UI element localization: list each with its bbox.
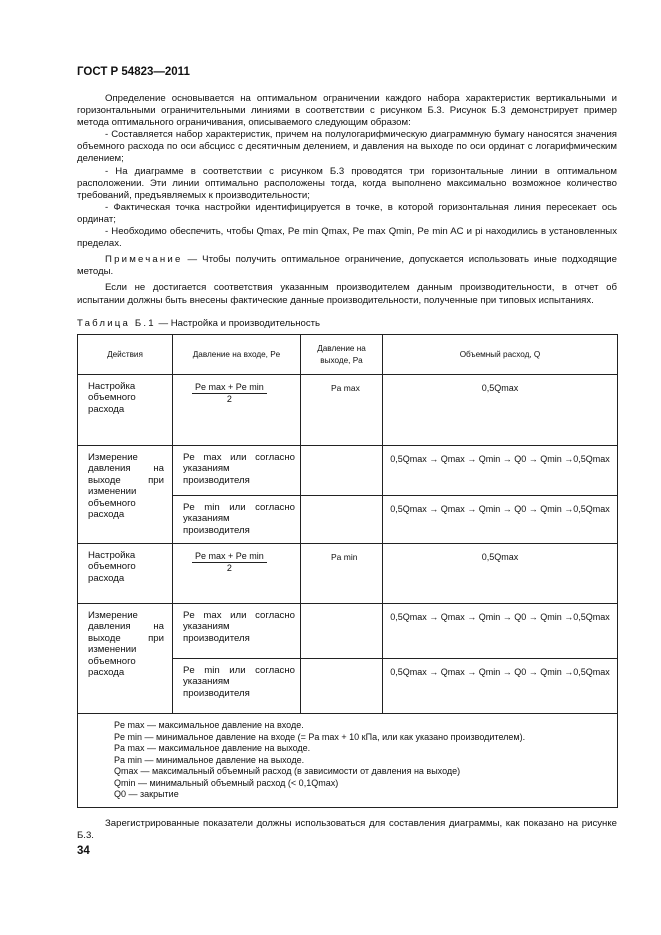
table-row [78, 375, 618, 446]
outlet-pressure-1: Pa max [301, 375, 383, 446]
table-caption-text: — Настройка и производительность [155, 318, 321, 329]
inlet-pe-min-1: Pe min или согласно указаниям производителя [173, 496, 301, 544]
legend-item: Qmax — максимальный объемный расход (в зависимости от давления на выходе) [114, 766, 461, 776]
settings-table [77, 334, 618, 808]
body-text [77, 93, 617, 307]
legend-item: Q0 — закрытие [114, 789, 179, 799]
header-inlet-pressure: Давление на входе, Pe [173, 335, 301, 375]
outlet-empty [301, 604, 383, 659]
document-header: ГОСТ Р 54823—2011 [77, 66, 190, 78]
legend-item: Pe min — минимальное давление на входе (= Pa max + 10 кПа, или как указано производителем). [114, 731, 526, 742]
legend-item: Pa min — минимальное давление на выходе. [114, 754, 305, 765]
flow-sequence-2: 0,5Qmax → Qmax → Qmin → Q0 → Qmin →0,5Qmax [383, 496, 618, 544]
fraction: $\frac{\text{Pe max + Pe min}}{2}$ [192, 551, 267, 574]
inlet-pe-max-2: Pe max или согласно указаниям производителя [173, 604, 301, 659]
header-outlet-pressure: Давление на выходе, Pa [301, 335, 383, 375]
legend-cell [78, 714, 618, 808]
table-row [78, 544, 618, 604]
table-caption [77, 318, 320, 329]
outlet-pressure-2: Pa min [301, 544, 383, 604]
flow-sequence-1: 0,5Qmax → Qmax → Qmin → Q0 → Qmin →0,5Qmax [383, 446, 618, 496]
flow-sequence-3: 0,5Qmax → Qmax → Qmin → Q0 → Qmin →0,5Qmax [383, 604, 618, 659]
flow-sequence-4: 0,5Qmax → Qmax → Qmin → Q0 → Qmin →0,5Qmax [383, 659, 618, 714]
note [77, 254, 617, 278]
legend-item: Qmin — минимальный объемный расход (< 0,1Qmax) [114, 777, 339, 788]
paragraph-step-1: - Составляется набор характеристик, причем на полулогарифмическую диаграммную бумагу наносятся значения объемного расхода по оси абсцисс с десятичным делением, и давления на выходе по оси ординат с логарифмическим делением; [77, 129, 617, 165]
legend-item: Pe max — максимальное давление на входе. [114, 720, 304, 730]
note-text: — Чтобы получить оптимальное ограничение, допускается использовать иные подходящие методы. [77, 254, 617, 278]
final-paragraph: Зарегистрированные показатели должны использоваться для составления диаграммы, как показано на рисунке Б.3. [77, 818, 617, 842]
action-setup-2: Настройка объемного расхода [78, 544, 173, 604]
page-number: 34 [77, 845, 90, 857]
header-flow-rate: Объемный расход, Q [383, 335, 618, 375]
table-legend-row [78, 714, 618, 808]
inlet-formula-2 [173, 544, 301, 604]
legend-item: Pa max — максимальное давление на выходе. [114, 743, 311, 753]
action-measure-1: Измерение давления на выходе при изменении объемного расхода [78, 446, 173, 544]
table-header-row [78, 335, 618, 375]
paragraph-intro: Определение основывается на оптимальном ограничении каждого набора характеристик вертикальными и горизонтальными ограничительными линиями в соответствии с рисунком Б.3. Рисунок Б.3 демонстрирует пример метода оптимального ограничивания, описываемого следующим образом: [77, 93, 617, 129]
flow-rate-1: 0,5Qmax [383, 375, 618, 446]
note-label: Примечание [105, 254, 183, 266]
paragraph-step-2: - На диаграмме в соответствии с рисунком Б.3 проводятся три горизонтальные линии в оптимальном расположении. Эти линии оптимально расположены тогда, когда выполнено максимально возможное количество требований, предъявляемых к производительности; [77, 165, 617, 201]
flow-rate-2: 0,5Qmax [383, 544, 618, 604]
action-setup-1: Настройка объемного расхода [78, 375, 173, 446]
outlet-empty [301, 446, 383, 496]
table-row [78, 446, 618, 496]
action-measure-2: Измерение давления на выходе при изменении объемного расхода [78, 604, 173, 714]
inlet-pe-min-2: Pe min или согласно указаниям производителя [173, 659, 301, 714]
fraction: $\frac{\text{Pe max + Pe min}}{2}$ [192, 382, 267, 405]
inlet-pe-max-1: Pe max или согласно указаниям производителя [173, 446, 301, 496]
inlet-formula-1 [173, 375, 301, 446]
outlet-empty [301, 496, 383, 544]
header-actions: Действия [78, 335, 173, 375]
outlet-empty [301, 659, 383, 714]
table-row [78, 604, 618, 659]
table-caption-label: Таблица Б.1 [77, 318, 156, 329]
paragraph-step-4: - Необходимо обеспечить, чтобы Qmax, Pe min Qmax, Pe max Qmin, Pe min AC и pi находились в установленных пределах. [77, 226, 617, 250]
paragraph-noncompliance: Если не достигается соответствия указанным производителем данным производительности, в отчет об испытании должны быть внесены фактические данные производительности, полученные при типовых испытаниях. [77, 282, 617, 306]
paragraph-step-3: - Фактическая точка настройки идентифицируется в точке, в которой горизонтальная линия пересекает ось ординат; [77, 201, 617, 225]
